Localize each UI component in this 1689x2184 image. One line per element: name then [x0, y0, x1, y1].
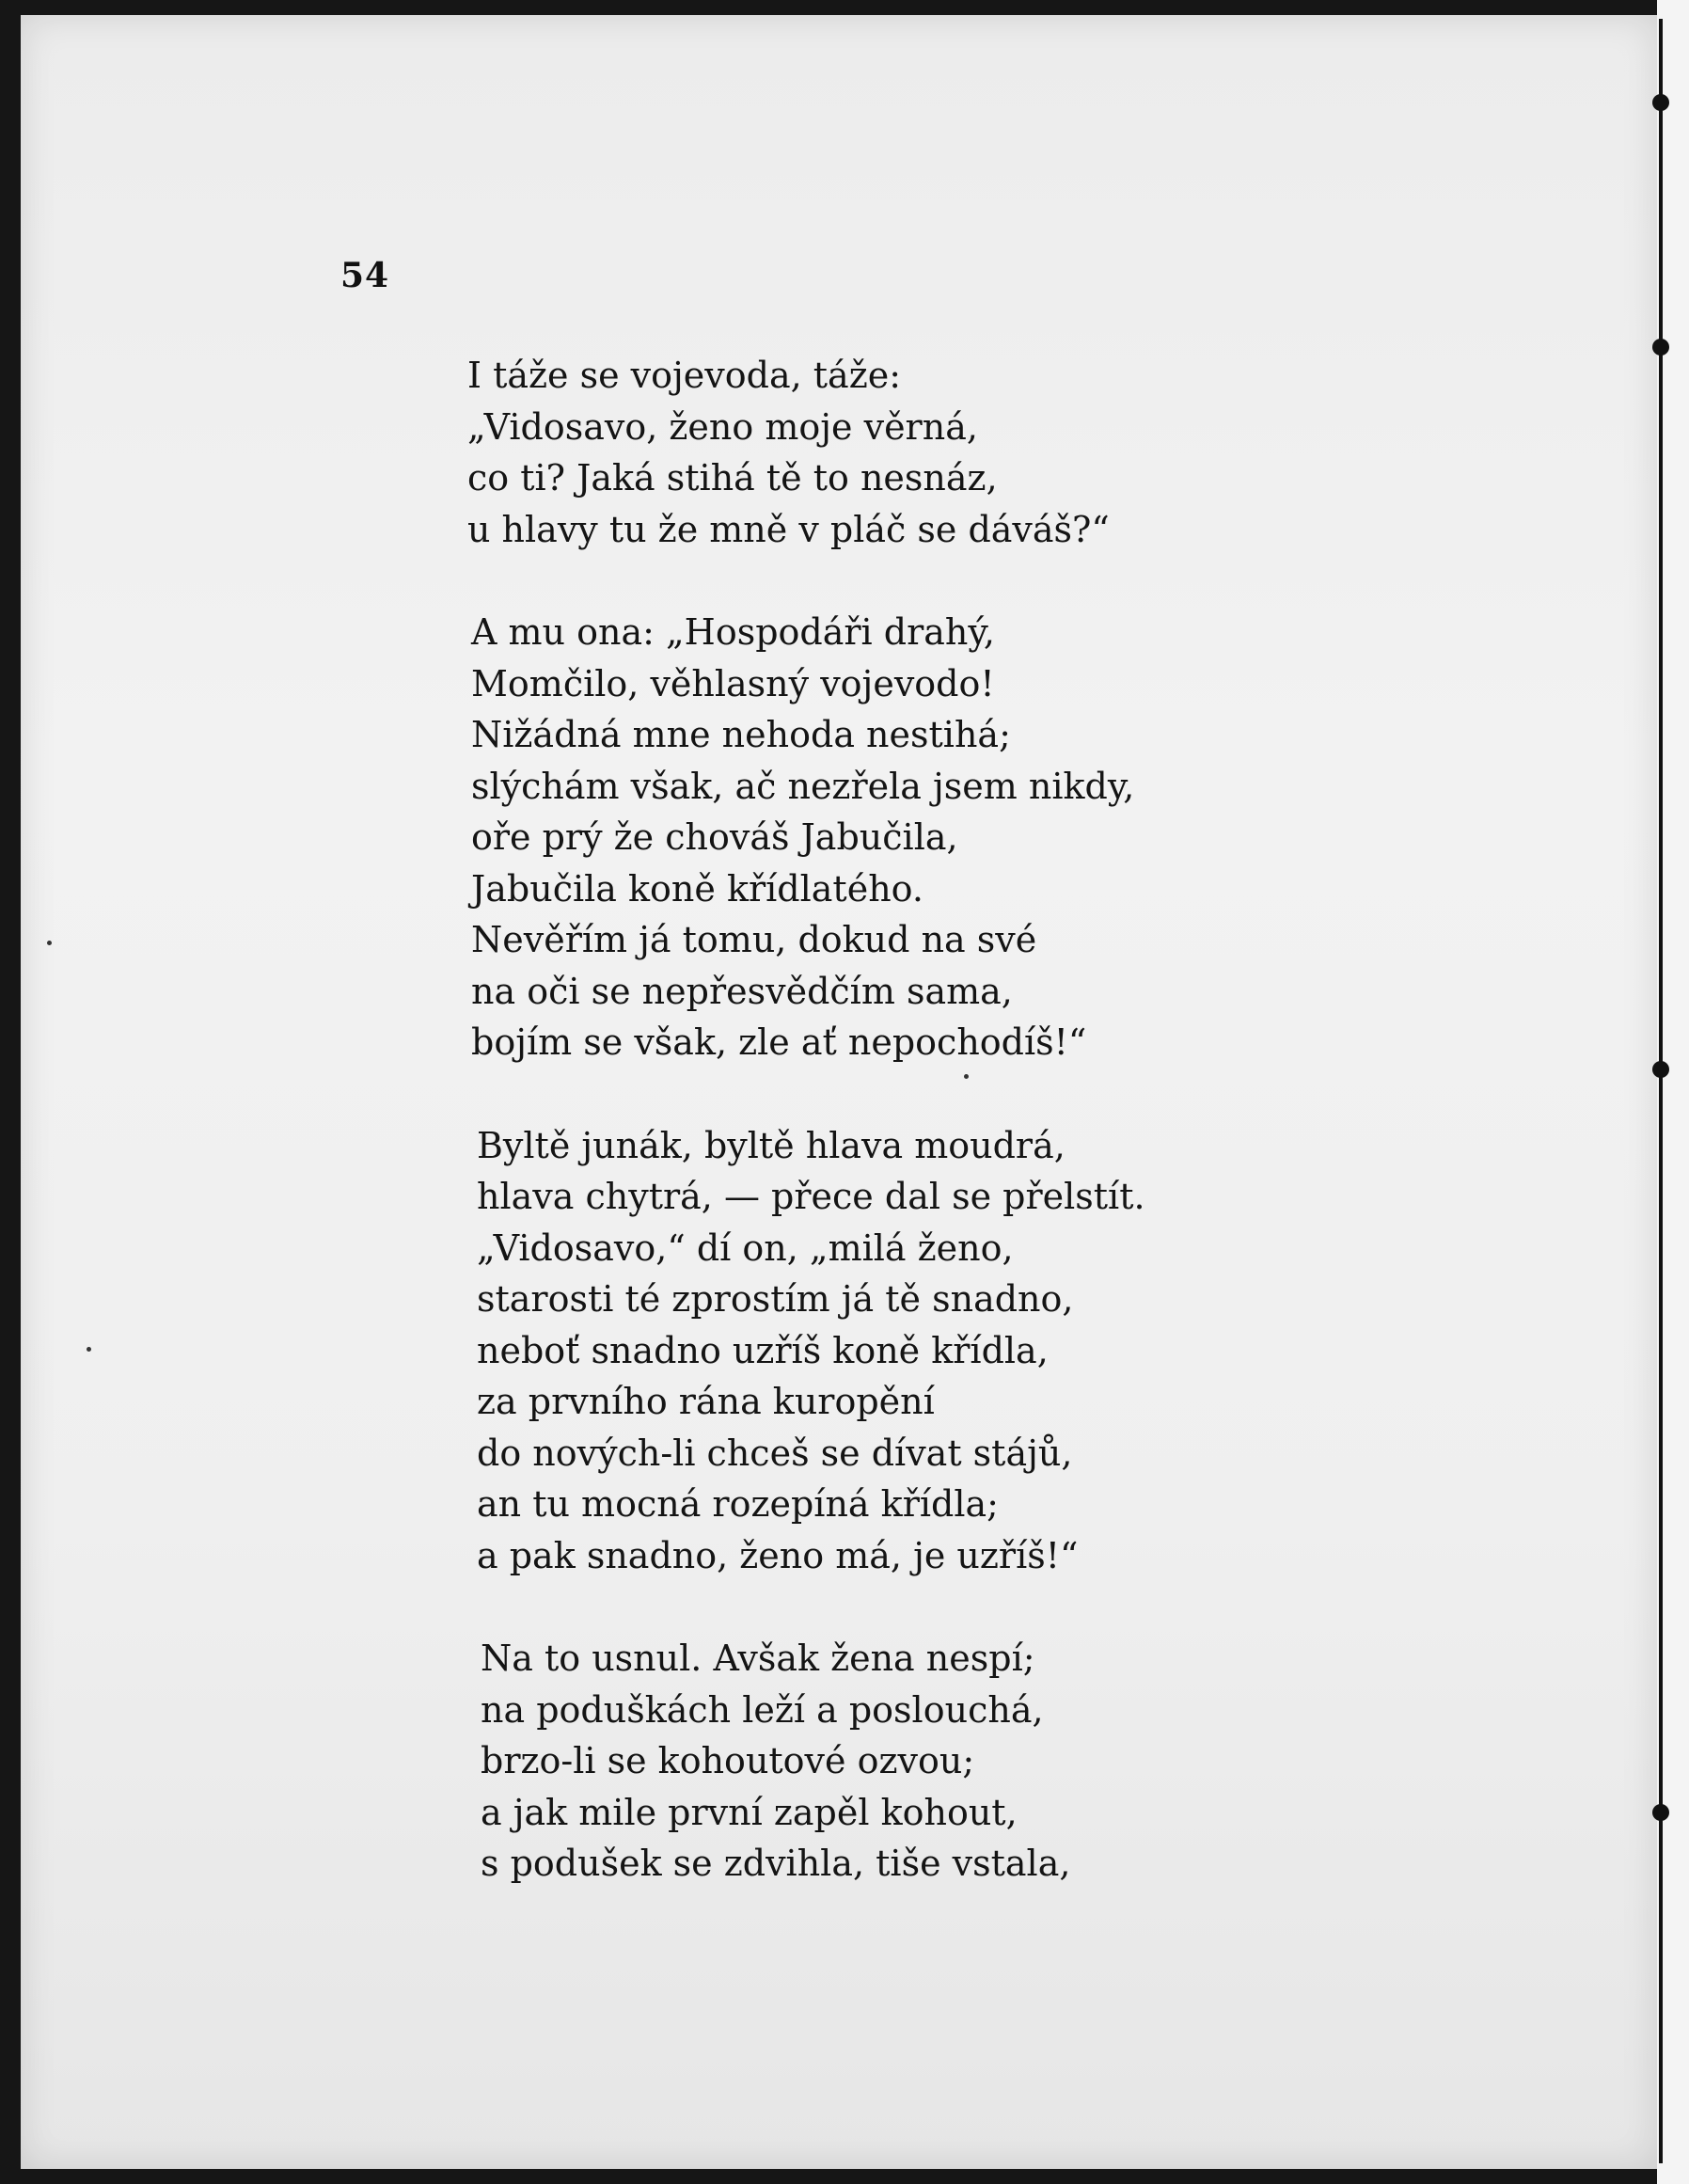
poem-line: neboť snadno uzříš koně křídla,: [477, 1329, 1049, 1371]
poem-line: bojím se však, zle ať nepochodíš!“: [471, 1021, 1087, 1063]
poem-line: brzo-li se kohoutové ozvou;: [481, 1740, 975, 1781]
poem-line: do nových-li chceš se dívat stájů,: [477, 1432, 1073, 1474]
poem-line: na poduškách leží a poslouchá,: [481, 1688, 1044, 1731]
poem-line: oře prý že chováš Jabučila,: [471, 816, 958, 858]
page-number: 54: [340, 256, 390, 295]
poem-line: Byltě junák, byltě hlava moudrá,: [477, 1124, 1065, 1166]
poem-line: u hlavy tu že mně v pláč se dáváš?“: [467, 508, 1110, 550]
poem-line: A mu ona: „Hospodáři drahý,: [471, 611, 995, 653]
poem-line: I táže se vojevoda, táže:: [467, 355, 902, 396]
poem-line: Nižádná mne nehoda nestihá;: [471, 714, 1011, 755]
stanza: [481, 1633, 1257, 1890]
stanza: [467, 350, 1257, 555]
edge-mark: [1652, 1061, 1669, 1078]
poem-line: hlava chytrá, — přece dal se přelstít.: [477, 1176, 1145, 1217]
edge-mark: [1652, 339, 1669, 356]
poem-text: [467, 350, 1257, 1941]
poem-line: Nevěřím já tomu, dokud na své: [471, 919, 1037, 960]
edge-mark: [1652, 94, 1669, 111]
poem-line: a pak snadno, ženo má, je uzříš!“: [477, 1534, 1079, 1576]
edge-mark: [1652, 1804, 1669, 1821]
poem-line: an tu mocná rozepíná křídla;: [477, 1483, 999, 1525]
poem-line: co ti? Jaká stihá tě to nesnáz,: [467, 457, 998, 499]
stanza: [471, 607, 1257, 1068]
poem-line: slýchám však, ač nezřela jsem nikdy,: [471, 765, 1135, 807]
scan-speck: [87, 1347, 91, 1352]
poem-line: starosti té zprostím já tě snadno,: [477, 1278, 1074, 1320]
poem-line: „Vidosavo,“ dí on, „milá ženo,: [477, 1227, 1014, 1269]
poem-line: Momčilo, věhlasný vojevodo!: [471, 662, 995, 704]
poem-line: za prvního rána kuropění: [477, 1381, 935, 1422]
poem-line: a jak mile první zapěl kohout,: [481, 1791, 1018, 1833]
stanza: [477, 1120, 1257, 1582]
scan-speck: [47, 941, 52, 945]
poem-line: Jabučila koně křídlatého.: [471, 867, 923, 910]
poem-line: „Vidosavo, ženo moje věrná,: [467, 405, 978, 448]
poem-line: na oči se nepřesvědčím sama,: [471, 970, 1013, 1012]
poem-line: s podušek se zdvihla, tiše vstala,: [481, 1843, 1071, 1884]
poem-line: Na to usnul. Avšak žena nespí;: [481, 1638, 1035, 1679]
